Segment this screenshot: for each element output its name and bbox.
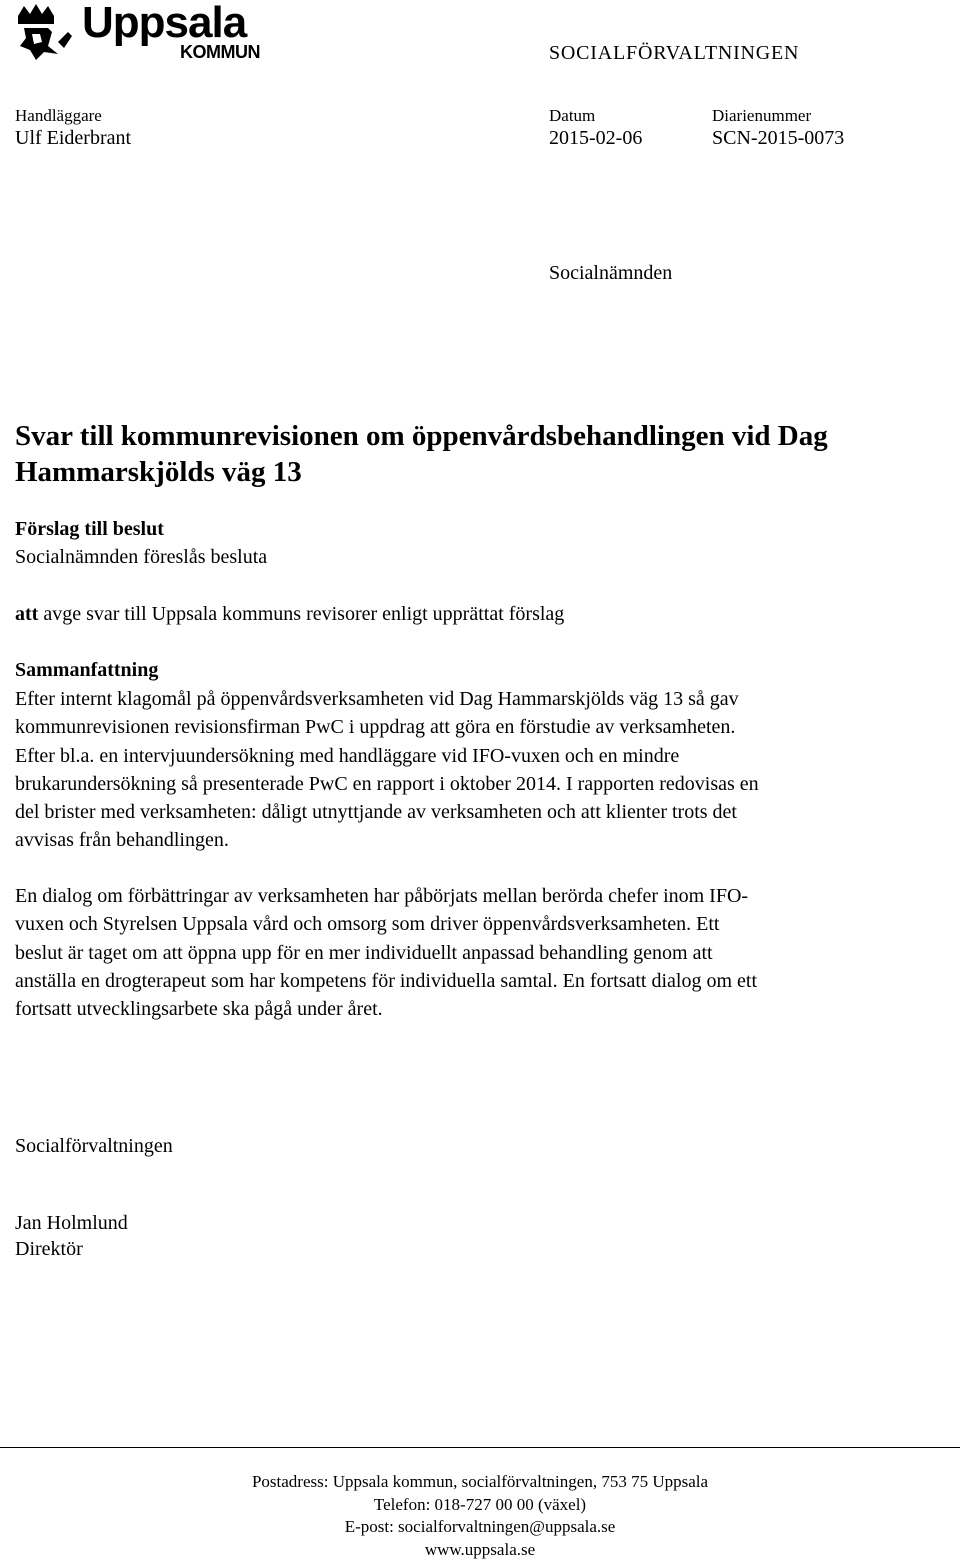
handler-label: Handläggare — [15, 106, 102, 126]
proposal-decision — [15, 603, 564, 626]
signature-role: Direktör — [15, 1238, 83, 1261]
footer-phone: Telefon: 018-727 00 00 (växel) — [0, 1494, 960, 1517]
footer-web: www.uppsala.se — [0, 1539, 960, 1561]
signature-org: Socialförvaltningen — [15, 1135, 173, 1158]
footer-address: Postadress: Uppsala kommun, socialförvaltningen, 753 75 Uppsala — [0, 1471, 960, 1494]
recipient: Socialnämnden — [549, 262, 672, 285]
signature-name: Jan Holmlund — [15, 1212, 128, 1235]
summary-paragraph-1: Efter internt klagomål på öppenvårdsverksamheten vid Dag Hammarskjölds väg 13 så gav kommunrevisionen revisionsfirman PwC i uppdrag att göra en förstudie av verksamheten. Efter bl.a. en intervjuundersökning med handläggare vid IFO-vuxen och en mindre brukarundersökning så presenterade PwC en rapport i oktober 2014. I rapporten redovisas en del brister med verksamheten: dåligt utnyttjande av verksamheten och att klienter trots det avvisas från behandlingen. — [15, 685, 955, 855]
document-title: Svar till kommunrevisionen om öppenvårdsbehandlingen vid Dag Hammarskjölds väg 13 — [15, 418, 950, 490]
att-word: att — [15, 603, 38, 625]
date-label: Datum — [549, 106, 595, 126]
registration-label: Diarienummer — [712, 106, 811, 126]
department-name: SOCIALFÖRVALTNINGEN — [549, 42, 799, 65]
footer — [0, 1471, 960, 1561]
uppsala-kommun-logo — [14, 2, 266, 64]
footer-divider — [0, 1447, 960, 1448]
logo-subtext: KOMMUN — [180, 42, 260, 63]
decision-text: avge svar till Uppsala kommuns revisorer enligt upprättat förslag — [38, 603, 564, 625]
footer-email: E-post: socialforvaltningen@uppsala.se — [0, 1516, 960, 1539]
lion-emblem-icon — [14, 2, 76, 64]
proposal-intro: Socialnämnden föreslås besluta — [15, 546, 267, 569]
handler-value: Ulf Eiderbrant — [15, 127, 131, 150]
summary-paragraph-2: En dialog om förbättringar av verksamheten har påbörjats mellan berörda chefer inom IFO- vuxen och Styrelsen Uppsala vård och omsorg som driver öppenvårdsverksamheten. Ett beslut är taget om att öppna upp för en mer individuellt anpassad behandling genom att anställa en drogterapeut som har kompetens för individuella samtal. En fortsatt dialog om ett fortsatt utvecklingsarbete ska pågå under året. — [15, 882, 955, 1023]
logo-wordmark: Uppsala — [82, 0, 246, 48]
date-value: 2015-02-06 — [549, 127, 642, 150]
registration-value: SCN-2015-0073 — [712, 127, 844, 150]
proposal-heading: Förslag till beslut — [15, 518, 164, 541]
summary-heading: Sammanfattning — [15, 659, 158, 682]
